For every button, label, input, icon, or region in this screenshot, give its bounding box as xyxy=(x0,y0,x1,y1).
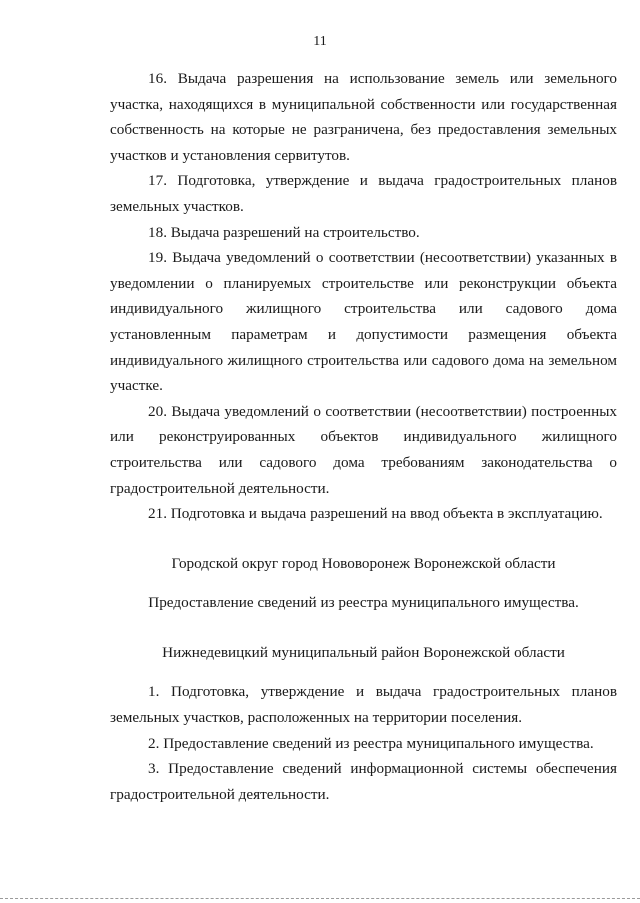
section-heading-nizhnedevitsk: Нижнедевицкий муниципальный район Воронежской области xyxy=(162,643,565,661)
list-item-18: 18. Выдача разрешений на строительство. xyxy=(148,223,420,241)
section-heading-novovoronezh: Городской округ город Нововоронеж Воронежской области xyxy=(171,554,556,572)
list-item-19: 19. Выдача уведомлений о соответствии (несоответствии) указанных в уведомлении о планируемых строительстве или реконструкции объекта индивидуального жилищного строительства или садового дома установленным параметрам и допустимости размещения объекта индивидуального жилищного строительства или садового дома на земельном участке. xyxy=(110,249,617,395)
list-item-16: 16. Выдача разрешения на использование земель или земельного участка, находящихся в муниципальной собственности или государственная собственность на которые не разграничена, без предоставления земельных участков и установления сервитутов. xyxy=(110,70,617,164)
nizhnedevitsk-item-3: 3. Предоставление сведений информационной системы обеспечения градостроительной деятельности. xyxy=(110,760,617,803)
scan-edge-divider xyxy=(0,898,640,899)
nizhnedevitsk-item-1: 1. Подготовка, утверждение и выдача градостроительных планов земельных участков, расположенных на территории поселения. xyxy=(110,683,617,727)
page-number: 11 xyxy=(313,34,327,49)
nizhnedevitsk-item-2: 2. Предоставление сведений из реестра муниципального имущества. xyxy=(148,734,594,752)
list-item-20: 20. Выдача уведомлений о соответствии (несоответствии) построенных или реконструированных объектов индивидуального жилищного строительства или садового дома требованиям законодательства о градостроительной деятельности. xyxy=(110,402,617,497)
section-text-novovoronezh: Предоставление сведений из реестра муниципального имущества. xyxy=(148,594,579,612)
document-body xyxy=(110,66,617,807)
list-item-17: 17. Подготовка, утверждение и выдача градостроительных планов земельных участков. xyxy=(110,172,617,215)
list-item-21: 21. Подготовка и выдача разрешений на ввод объекта в эксплуатацию. xyxy=(148,505,603,523)
